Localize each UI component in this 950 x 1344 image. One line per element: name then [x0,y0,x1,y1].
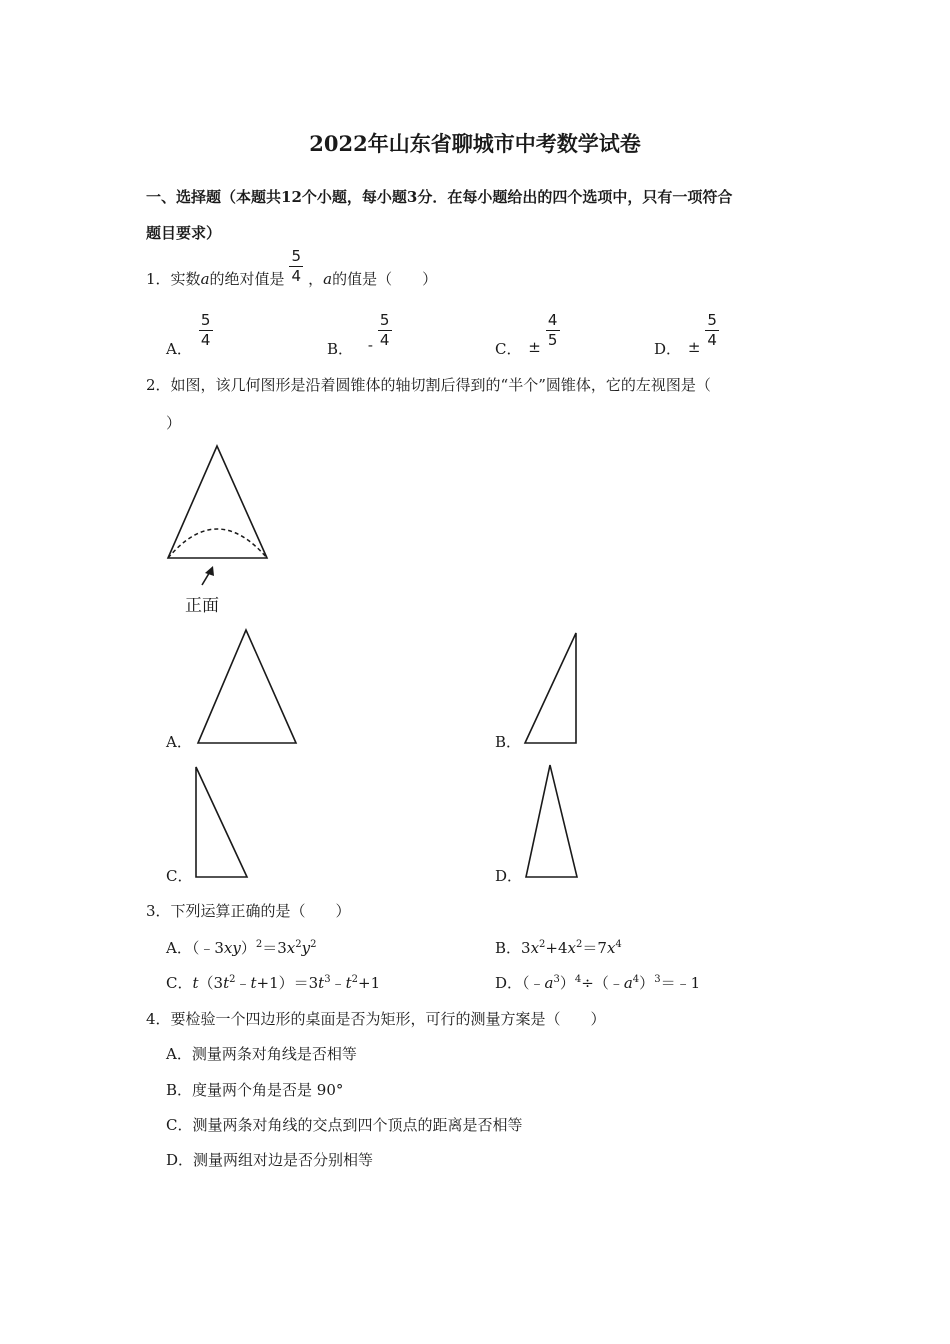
q4-option-d[interactable]: D．测量两组对边是否分别相等 [166,1151,374,1169]
q3-option-a[interactable]: A．$(﹣3xy)^2=3x^2y^2$ [166,939,317,957]
question-1: 1．实数a的绝对值是 $\frac{5}{4}$ ，a的值是（ ） [146,247,438,288]
question-number: 1． [146,270,171,288]
section-heading: 一、选择题（本题共12个小题，每小题3分．在每小题给出的四个选项中，只有一项符合 [146,188,733,206]
q2-option-d-label[interactable]: D． [495,867,523,885]
q2-option-b-triangle [518,628,584,750]
question-number: 2． [146,376,171,394]
section-heading-cont: 题目要求） [146,224,222,242]
q4-option-a[interactable]: A．测量两条对角线是否相等 [166,1045,357,1063]
q3-option-d[interactable]: D．$(﹣a^3)^4\div(﹣a^4)^3=﹣1$ [495,974,701,992]
q4-option-b[interactable]: B．度量两个角是否是 90° [166,1081,344,1099]
q4-option-c[interactable]: C．测量两条对角线的交点到四个顶点的距离是否相等 [166,1116,523,1134]
q1-option-d[interactable]: D． ± $\frac{5}{4}$ [654,312,719,359]
question-number: 4． [146,1010,171,1028]
question-4: 4．要检验一个四边形的桌面是否为矩形，可行的测量方案是（ ） [146,1010,606,1028]
half-cone-figure [160,440,280,570]
figure-caption: 正面 [185,596,219,616]
q2-option-b-label[interactable]: B． [495,733,522,751]
q2-option-a-label[interactable]: A． [166,733,192,751]
q2-option-c-triangle [190,763,254,883]
q2-option-d-triangle [520,761,584,883]
q3-option-c[interactable]: C．$t(3t^2﹣t+1)=3t^3﹣t^2+1$ [166,974,381,992]
question-number: 3． [146,902,171,920]
q1-option-b[interactable]: B． - $\frac{5}{4}$ [327,312,392,359]
q2-option-c-label[interactable]: C． [166,867,193,885]
q2-option-a-triangle [190,625,305,750]
front-arrow-icon [198,565,218,589]
q1-option-c[interactable]: C． ± $\frac{4}{5}$ [495,312,560,359]
fraction: $\frac{5}{4}$ [289,248,303,285]
question-2: 2．如图，该几何图形是沿着圆锥体的轴切割后得到的“半个”圆锥体，它的左视图是（ [146,376,711,394]
question-2-cont: ） [166,414,182,432]
q1-option-a[interactable]: A． $\frac{5}{4}$ [166,312,213,359]
page-title: 2022年山东省聊城市中考数学试卷 [309,131,641,156]
q3-option-b[interactable]: B．$3x^2+4x^2=7x^4$ [495,939,622,957]
question-3: 3．下列运算正确的是（ ） [146,902,351,920]
